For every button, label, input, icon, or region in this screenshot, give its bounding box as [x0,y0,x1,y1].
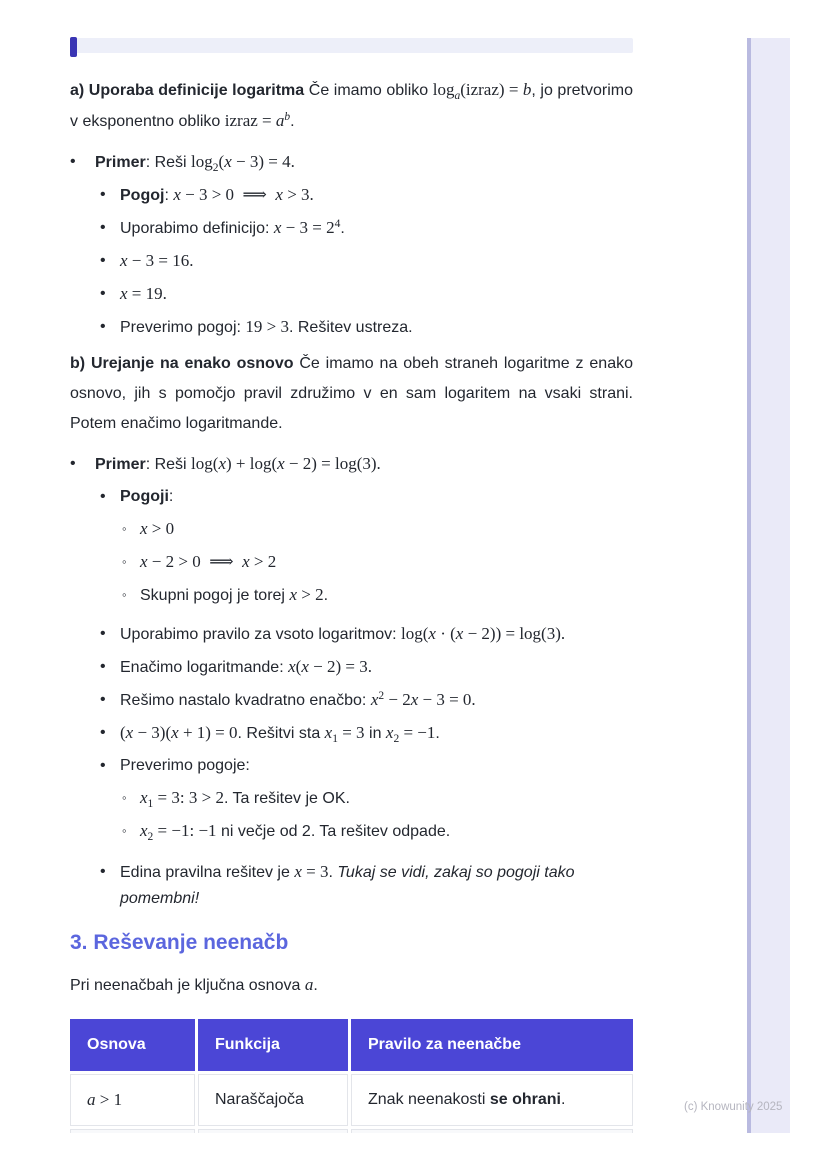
disc-bullet-marker: • [100,285,106,302]
text-segment: a [454,90,461,102]
bullet-item-text [140,516,633,543]
disc-bullet-marker: • [100,318,106,335]
disc-bullet-marker: • [100,219,106,236]
text-segment: Enačimo logaritmande: [120,659,289,676]
text-segment: = 3: 3 > 2 [153,788,224,807]
text-segment: 4 [334,218,341,230]
text-segment: > 2 [296,585,324,604]
text-segment: ( [120,723,126,742]
bullet-item [122,516,633,543]
text-segment: > 0 [147,519,175,538]
table-row [70,1129,633,1133]
scrollbar-track[interactable] [747,38,790,1133]
text-segment: Uporabimo pravilo za vsoto logaritmov: [120,626,402,643]
text-segment: − 3 = 16. [127,251,194,270]
text-segment: Skupni pogoj je torej [140,587,290,604]
text-segment: x [218,454,226,473]
list-b [70,451,633,912]
bullet-item [100,484,633,510]
text-segment: x [428,624,436,643]
bullet-item [100,621,633,648]
text-segment: − 3 > 0 ⟹ [180,185,276,204]
bullet-item-text [120,248,633,275]
bullet-item [100,720,633,747]
text-segment: = 3 [301,862,329,881]
bullet-item-text [140,582,633,609]
text-segment: ) + log( [225,454,278,473]
text-segment: x [224,152,232,171]
disc-bullet-marker: • [100,658,106,675]
bullet-item [100,859,633,912]
text-segment: > 1 [95,1090,123,1109]
text-segment: log( [191,454,219,473]
rules-table [70,1019,633,1133]
text-segment: . [290,113,295,130]
text-segment: . Rešitvi sta [237,725,325,742]
text-segment: log [432,80,455,99]
bullet-item [100,314,633,341]
text-segment: log [191,152,213,171]
text-segment: = −1 [399,723,436,742]
text-segment: ( [295,657,302,676]
text-segment: − 2 [384,690,411,709]
text-segment: x [288,657,296,676]
text-segment: 2 [378,690,385,702]
disc-bullet-marker: • [100,691,106,708]
table-cell [351,1074,633,1126]
bullet-item-text [140,549,633,576]
bullet-item-text [140,785,633,812]
text-segment: 1 [147,798,154,810]
bullet-item [122,785,633,812]
text-segment: x [277,454,285,473]
text-segment: · ( [435,624,456,643]
text-segment: x [140,821,148,840]
bullet-item-text [120,484,633,510]
table-header-cell: Funkcija [198,1019,348,1071]
text-segment: b [284,111,291,123]
text-segment: (izraz) = [460,80,523,99]
disc-bullet-marker: • [70,153,76,170]
disc-bullet-marker: • [100,625,106,642]
text-segment: x [301,657,309,676]
text-segment: 19 > 3 [245,317,289,336]
text-segment: Primer [95,154,146,171]
text-segment: x [120,284,128,303]
para-b [70,349,633,439]
watermark-text: (c) Knowunity 2025 [684,1101,783,1113]
text-segment: x [242,552,250,571]
text-segment: > 2 [249,552,277,571]
bullet-item-text [120,182,633,209]
text-segment: Pogoji [120,488,169,505]
text-segment: x [171,723,179,742]
text-segment: 1 [332,733,338,745]
text-segment: 2 [212,162,219,174]
bullet-item [100,687,633,714]
circle-bullet-marker: ◦ [122,554,127,569]
text-segment: > 3. [282,185,314,204]
text-segment: x [289,585,297,604]
text-segment: x [410,690,419,709]
text-segment: − 2) = 3. [308,657,372,676]
text-segment: x [140,788,148,807]
text-segment: = 3 [337,723,365,742]
text-segment: . [323,587,329,604]
text-segment: . [328,864,338,881]
disc-bullet-marker: • [100,863,106,880]
text-segment: Preverimo pogoje: [120,757,250,774]
bullet-item [100,654,633,681]
table-header-cell: Osnova [70,1019,195,1071]
text-segment: Če imamo obliko [308,82,433,99]
text-segment: = 19. [127,284,167,303]
bullet-item [122,818,633,845]
bullet-item-text [95,451,633,478]
text-segment: ( [218,152,225,171]
text-segment: : Reši [145,456,192,473]
text-segment: x [275,185,283,204]
text-segment: x [294,862,302,881]
bullet-item [100,248,633,275]
text-segment: x [385,723,394,742]
para-intro-neenacbe [70,970,633,1001]
disc-bullet-marker: • [100,186,106,203]
table-cell [70,1074,195,1126]
text-segment: se ohrani [489,1091,561,1108]
disc-bullet-marker: • [100,724,106,741]
text-segment: = −1: −1 [153,821,217,840]
text-segment: , jo pretvorimo v eksponentno obliko [70,82,633,130]
bullet-item-text [120,621,633,648]
text-segment: izraz = [224,111,276,130]
text-segment: Pogoj [120,187,165,204]
text-segment: Preverimo pogoj: [120,319,246,336]
text-segment: . Ta rešitev je OK. [223,790,350,807]
text-segment: 2 [147,831,154,843]
text-segment: x [125,723,134,742]
text-segment: x [173,185,181,204]
disc-bullet-marker: • [100,252,106,269]
section-heading: 3. Reševanje neenačb [70,931,289,954]
disc-bullet-marker: • [70,455,76,472]
text-segment: . Rešitev ustreza. [288,319,413,336]
text-segment: . [313,977,318,994]
text-segment: ni večje od 2. Ta rešitev odpade. [216,823,451,840]
text-segment: a) Uporaba definicije logaritma [70,82,309,99]
bullet-item-text [120,687,633,714]
bullet-item-text [120,753,633,779]
table-header-row [70,1019,633,1071]
circle-bullet-marker: ◦ [122,521,127,536]
text-segment: x [273,218,282,237]
text-segment: − 2) = log(3). [284,454,381,473]
bullet-item-text [120,215,633,242]
text-segment: Edina pravilna rešitev je [120,864,295,881]
text-segment: b) Urejanje na enako osnovo [70,355,300,372]
text-segment: − 2 > 0 ⟹ [147,552,243,571]
text-segment: a [275,111,285,130]
text-segment: x [140,519,148,538]
bullet-item [100,182,633,209]
bullet-item [100,753,633,779]
table-cell [198,1074,348,1126]
disc-bullet-marker: • [100,757,106,774]
text-segment: b [522,80,532,99]
text-segment: 2 [393,733,400,745]
list-a [70,149,633,341]
text-segment: Naraščajoča [215,1091,304,1108]
table-row [70,1074,633,1126]
bullet-item [70,451,633,478]
text-segment: Znak neenakosti [368,1091,490,1108]
text-segment: : Reši [145,154,192,171]
para-a [70,75,633,137]
text-segment: − 3 = 0. [418,690,476,709]
disc-bullet-marker: • [100,488,106,505]
bullet-item [70,149,633,176]
text-segment: . [435,725,440,742]
text-segment: x [140,552,148,571]
text-segment: in [364,725,386,742]
text-segment: : [164,187,174,204]
text-segment: Rešimo nastalo kvadratno enačbo: [120,692,371,709]
text-segment: log( [401,624,429,643]
text-segment: a [304,975,314,994]
text-segment: a [87,1090,96,1109]
text-segment: − 3 = 2 [281,218,335,237]
bullet-item-text [120,859,633,912]
text-segment: x [120,251,128,270]
table-cell [70,1129,195,1133]
bullet-item [122,582,633,609]
bullet-item-text [120,720,633,747]
text-segment: − 2)) = log(3). [463,624,566,643]
circle-bullet-marker: ◦ [122,823,127,838]
circle-bullet-marker: ◦ [122,790,127,805]
bullet-item [100,281,633,308]
text-segment: Primer [95,456,146,473]
text-segment: + 1) = 0 [178,723,238,742]
table-cell [198,1129,348,1133]
bullet-item [122,549,633,576]
text-segment: − 3) = 4. [231,152,295,171]
text-segment: . [340,220,345,237]
table-cell [351,1129,633,1133]
text-segment: Tukaj se vidi, zakaj so pogoji tako pomembni! [120,864,575,907]
bullet-item-text [95,149,633,176]
circle-bullet-marker: ◦ [122,587,127,602]
text-segment: x [370,690,379,709]
bullet-item-text [140,818,633,845]
document-content [70,0,633,1133]
text-segment: x [324,723,333,742]
text-segment: Pri neenačbah je ključna osnova [70,977,305,994]
text-segment: . [561,1091,566,1108]
text-segment: x [455,624,464,643]
table-header-cell: Pravilo za neenačbe [351,1019,633,1071]
bullet-item-text [120,281,633,308]
bullet-item-text [120,654,633,681]
text-segment: : [168,488,174,505]
text-segment: Uporabimo definicijo: [120,220,274,237]
text-segment: − 3)( [133,723,172,742]
text-segment: Če imamo na obeh straneh logaritme z enako osnovo, jih s pomočjo pravil združimo v en sam logaritem na vsaki strani. Potem enačimo logaritmande. [70,355,634,432]
bullet-item-text [120,314,633,341]
bullet-item [100,215,633,242]
